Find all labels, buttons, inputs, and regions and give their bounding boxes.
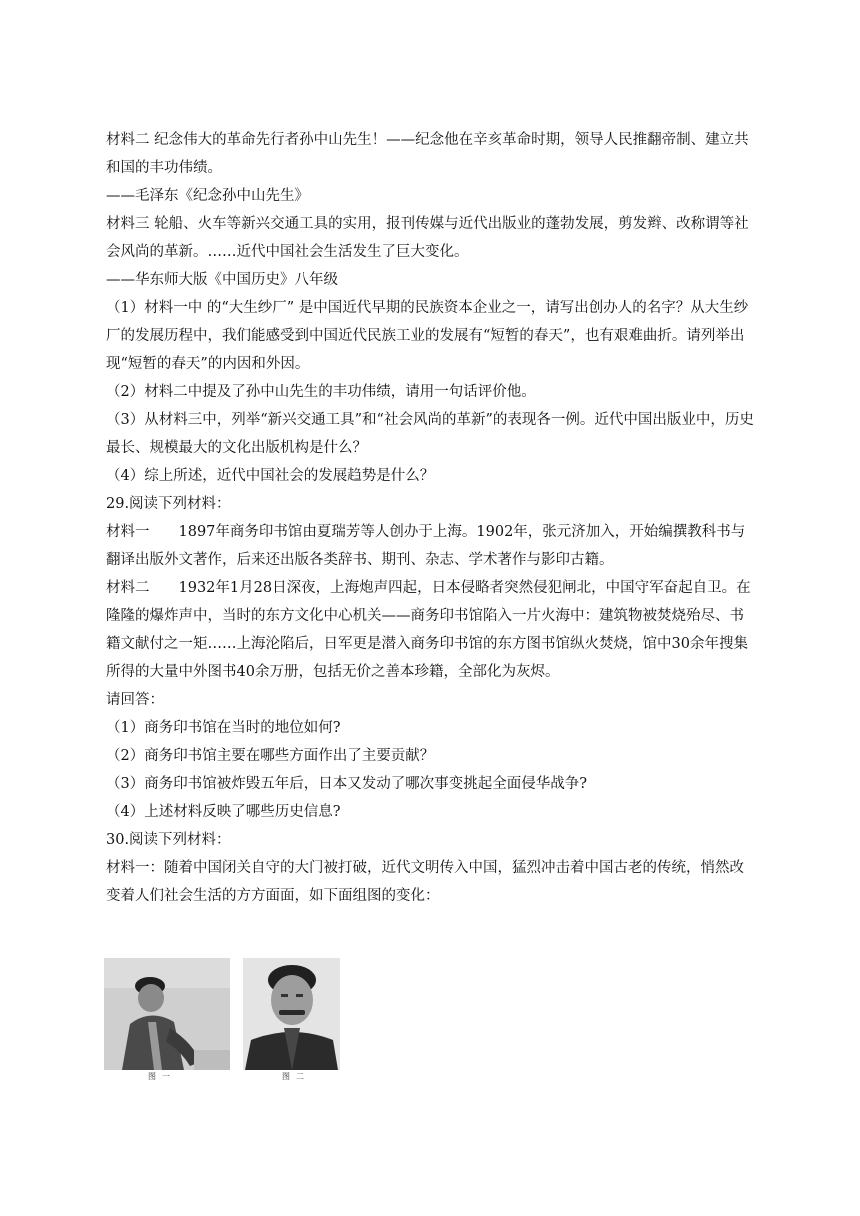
photo-sun-yat-sen <box>243 958 340 1070</box>
question-29-2: （2）商务印书馆主要在哪些方面作出了主要贡献？ <box>106 748 435 764</box>
material-2-source: ——毛泽东《纪念孙中山先生》 <box>106 188 309 204</box>
question-29-material-2: 材料二 1932年1月28日深夜，上海炮声四起，日本侵略者突然侵犯闸北，中国守军奋起自卫。在隆隆的爆炸声中，当时的东方文化中心机关——商务印书馆陷入一片火海中：建筑物被焚烧殆尽、书籍文献付之一矩……上海沦陷后，日军更是潜入商务印书馆的东方图书馆纵火焚烧，馆中30余年搜集所得的大量中外图书40余万册，包括无价之善本珍籍，全部化为灰烬。 <box>106 580 751 680</box>
photo-group <box>104 958 344 1084</box>
question-29-4: （4）上述材料反映了哪些历史信息? <box>106 804 341 820</box>
question-28-4: （4）综上所述，近代中国社会的发展趋势是什么？ <box>106 468 435 484</box>
question-28-1: （1）材料一中 的“大生纱厂” 是中国近代早期的民族资本企业之一，请写出创办人的名字？从大生纱厂的发展历程中，我们能感受到中国近代民族工业的发展有“短暂的春天”，也有艰难曲折。请列举出现“短暂的春天”的内因和外因。 <box>106 300 749 372</box>
photo-2-caption: 图二 <box>282 1072 310 1081</box>
question-29-heading: 29.阅读下列材料： <box>106 496 231 512</box>
material-2-quote: 材料二 纪念伟大的革命先行者孙中山先生！——纪念他在辛亥革命时期，领导人民推翻帝制、建立共和国的丰功伟绩。 <box>106 132 749 176</box>
question-29-1: （1）商务印书馆在当时的地位如何? <box>106 720 341 736</box>
photo-1-caption: 图一 <box>148 1072 176 1081</box>
photo-man-with-queue <box>104 958 230 1070</box>
question-28-2: （2）材料二中提及了孙中山先生的丰功伟绩，请用一句话评价他。 <box>106 384 536 400</box>
question-29-material-1: 材料一 1897年商务印书馆由夏瑞芳等人创办于上海。1902年，张元济加入，开始编撰教科书与翻译出版外文著作，后来还出版各类辞书、期刊、杂志、学术著作与影印古籍。 <box>106 524 746 568</box>
question-28-3: （3）从材料三中，列举“新兴交通工具”和“社会风尚的革新”的表现各一例。近代中国出版业中，历史最长、规模最大的文化出版机构是什么？ <box>106 412 754 456</box>
material-3-source: ——华东师大版《中国历史》八年级 <box>106 272 338 288</box>
question-29-prompt: 请回答： <box>106 692 164 708</box>
material-3-text: 材料三 轮船、火车等新兴交通工具的实用，报刊传媒与近代出版业的蓬勃发展，剪发辫、改称谓等社会风尚的革新。……近代中国社会生活发生了巨大变化。 <box>106 216 749 260</box>
question-30-material-1: 材料一：随着中国闭关自守的大门被打破，近代文明传入中国，猛烈冲击着中国古老的传统，悄然改变着人们社会生活的方方面面，如下面组图的变化： <box>106 860 744 904</box>
document-body <box>106 126 756 910</box>
question-29-3: （3）商务印书馆被炸毁五年后，日本又发动了哪次事变挑起全面侵华战争? <box>106 776 587 792</box>
question-30-heading: 30.阅读下列材料： <box>106 832 231 848</box>
